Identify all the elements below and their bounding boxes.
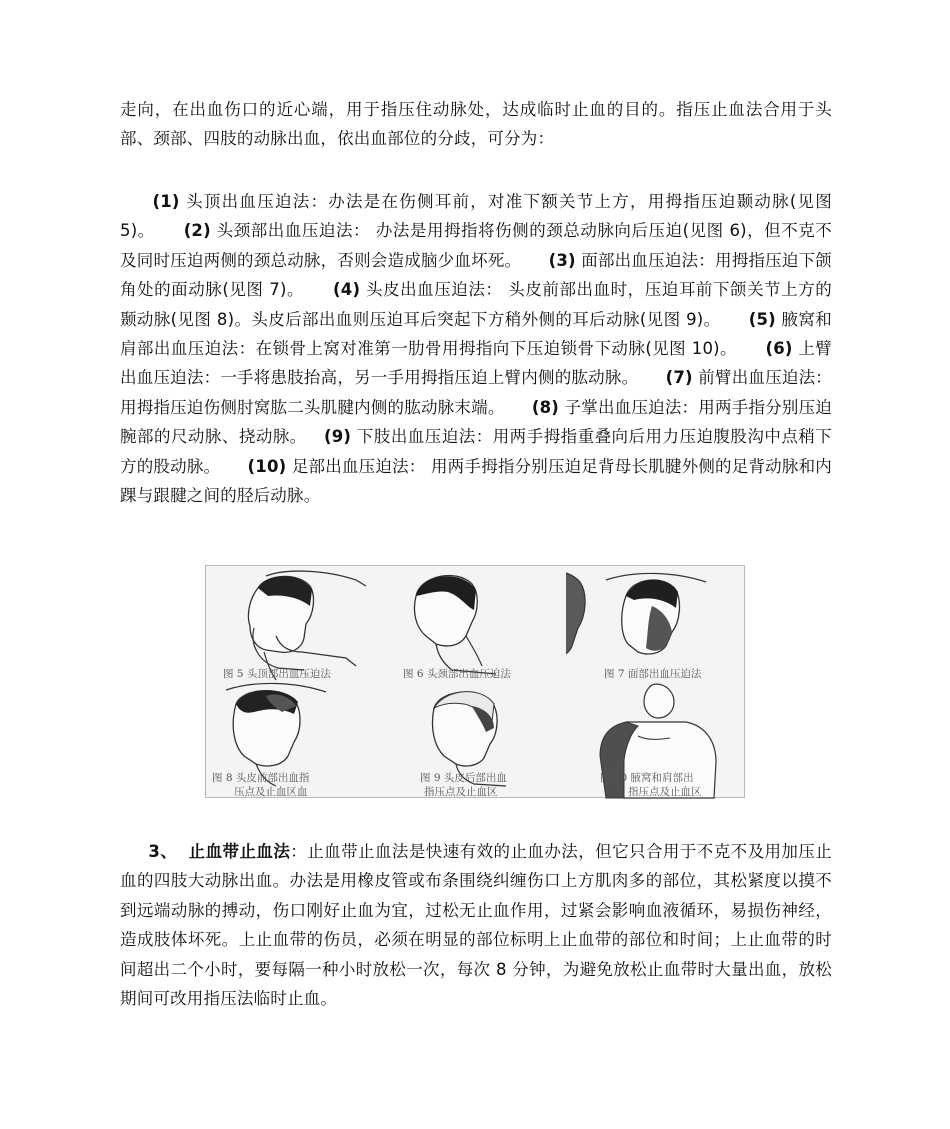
item-num: (4) xyxy=(333,280,361,300)
item-num: (7) xyxy=(665,368,693,388)
figure-7-panel xyxy=(566,566,746,682)
item-text: 头顶出血压迫法：办法是在伤侧耳前，对准下额关节上方，用拇指压迫颞动脉(见图 5)。 xyxy=(120,192,832,241)
figure-8-panel xyxy=(206,682,386,799)
neck-carotid-pressure-illustration xyxy=(386,566,566,682)
figure-5-panel xyxy=(206,566,386,682)
figure-9-caption-line-1: 图 9 头皮后部出血 xyxy=(420,772,507,784)
figure-8-caption-line-2: 压点及止血区血 xyxy=(234,786,308,798)
figure-8-caption-line-1: 图 8 头皮前部出血指 xyxy=(212,772,310,784)
item-text: 足部出血压迫法： 用两手拇指分别压迫足背母长肌腱外侧的足背动脉和内踝与跟腱之间的胫后动脉。 xyxy=(120,456,832,506)
section-text: ：止血带止血法是快速有效的止血办法，但它只合用于不克不及用加压止血的四肢大动脉出血。办法是用橡皮管或布条围绕纠缠伤口上方肌肉多的部位，其松紧度以摸不到远端动脉的搏动，伤口刚好止血为宜，过松无止血作用，过紧会影响血液循环，易损伤神经，造成肢体坏死。上止血带的伤员，必须在明显的部位标明上止血带的部位和时间；上止血带的时间超出二个小时，要每隔一种小时放松一次，每次 8 分钟，为避免放松止血带时大量出血，放松期间可改用指压法临时止血。 xyxy=(120,842,833,1009)
figure-9-panel xyxy=(386,682,566,799)
item-text: 子掌出血压迫法：用两手指分别压迫腕部的尺动脉、挠动脉。 xyxy=(120,397,832,447)
item-num: (3) xyxy=(548,250,576,270)
figure-6-panel xyxy=(386,566,566,682)
item-text: 腋窝和肩部出血压迫法：在锁骨上窝对准第一肋骨用拇指向下压迫锁骨下动脉(见图 10)。 xyxy=(120,309,832,359)
item-num: (1) xyxy=(152,192,180,211)
figure-5-caption: 图 5 头顶部出血压迫法 xyxy=(223,668,331,680)
item-num: (8) xyxy=(531,397,560,417)
item-text: 上臂出血压迫法：一手将患肢抬高，另一手用拇指压迫上臂内侧的肱动脉。 xyxy=(120,339,832,388)
item-num: (2) xyxy=(183,221,211,241)
section-title: 止血带止血法 xyxy=(188,842,291,861)
figure-9-caption-line-2: 指压点及止血区 xyxy=(424,786,498,798)
figure-7-caption: 图 7 面部出血压迫法 xyxy=(604,668,702,680)
figure-10-caption-line-2: 指压点及止血区 xyxy=(628,786,702,798)
section-num: 3、 xyxy=(148,842,178,861)
item-num: (9) xyxy=(323,427,352,447)
face-artery-pressure-illustration xyxy=(566,566,746,682)
tourniquet-paragraph xyxy=(120,837,832,1013)
item-num: (5) xyxy=(748,309,776,329)
item-text: 头皮出血压迫法： 头皮前部出血时，压迫耳前下颌关节上方的颞动脉(见图 8)。头皮后部出血则压迫耳后突起下方稍外侧的耳后动脉(见图 9)。 xyxy=(120,280,832,329)
figure-10-caption-line-1: 图 10 腋窝和肩部出 xyxy=(600,772,694,784)
item-num: (10) xyxy=(247,456,287,476)
pressure-points-figure xyxy=(205,565,745,798)
head-temple-pressure-illustration xyxy=(206,566,386,682)
item-text: 头颈部出血压迫法： 办法是用拇指将伤侧的颈总动脉向后压迫(见图 6)，但不克不及同时压迫两侧的颈总动脉，否则会造成脑少血坏死。 xyxy=(120,221,833,270)
item-text: 前臂出血压迫法：用拇指压迫伤侧肘窝肱二头肌腱内侧的肱动脉末端。 xyxy=(120,368,832,417)
item-text: 面部出血压迫法：用拇指压迫下颌角处的面动脉(见图 7)。 xyxy=(120,250,832,300)
methods-paragraph xyxy=(120,187,832,510)
intro-paragraph xyxy=(120,95,832,154)
item-num: (6) xyxy=(765,339,793,359)
item-text: 下肢出血压迫法：用两手拇指重叠向后用力压迫腹股沟中点稍下方的股动脉。 xyxy=(120,427,833,476)
figure-10-panel xyxy=(566,682,746,799)
intro-text: 走向，在出血伤口的近心端，用于指压住动脉处，达成临时止血的目的。指压止血法合用于头部、颈部、四肢的动脉出血，依出血部位的分歧，可分为： xyxy=(120,100,832,149)
figure-6-caption: 图 6 头颈部出血压迫法 xyxy=(403,668,511,680)
